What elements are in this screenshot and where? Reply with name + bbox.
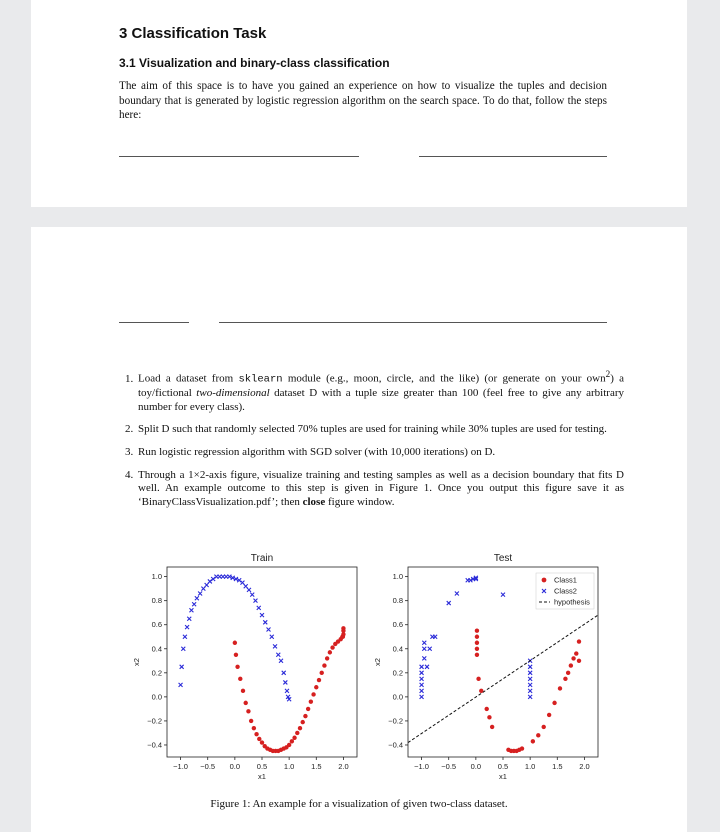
- class1-point: [490, 725, 494, 729]
- y-tick-label: 0.2: [151, 668, 162, 678]
- separator-line: [419, 156, 607, 157]
- class2-point: [183, 635, 187, 639]
- class1-point: [577, 639, 581, 643]
- class1-point: [241, 689, 245, 693]
- class2-point: [528, 683, 532, 687]
- class1-point: [552, 701, 556, 705]
- y-tick-label: −0.4: [388, 740, 403, 750]
- figure-1: [131, 547, 611, 797]
- class2-point: [267, 628, 271, 632]
- class1-point: [249, 719, 253, 723]
- legend-label: Class1: [554, 575, 577, 585]
- class2-point: [247, 588, 251, 592]
- class1-point: [254, 732, 258, 736]
- y-axis-label: x2: [373, 658, 382, 666]
- x-tick-label: 1.5: [311, 762, 322, 771]
- class2-point: [195, 596, 199, 600]
- steps-list: [119, 368, 624, 518]
- class2-point: [192, 602, 196, 606]
- class2-point: [205, 583, 209, 587]
- class2-point: [420, 671, 424, 675]
- class1-point: [244, 701, 248, 705]
- footnote-mark: 2: [605, 369, 611, 379]
- separator-line: [219, 322, 607, 323]
- class2-point: [260, 613, 264, 617]
- class1-point: [485, 707, 489, 711]
- class2-point: [420, 689, 424, 693]
- class2-point: [528, 665, 532, 669]
- class1-point: [520, 746, 524, 750]
- y-tick-label: 1.0: [151, 572, 162, 582]
- legend-label: hypothesis: [554, 597, 590, 607]
- x-tick-label: 2.0: [579, 762, 590, 771]
- class1-point: [542, 725, 546, 729]
- class1-point: [290, 739, 294, 743]
- class1-point: [487, 715, 491, 719]
- class1-point: [475, 641, 479, 645]
- y-tick-label: 0.0: [392, 692, 403, 702]
- class1-point: [475, 647, 479, 651]
- y-tick-label: 0.0: [151, 692, 162, 702]
- class2-point: [433, 635, 437, 639]
- class1-point: [295, 731, 299, 735]
- step-item: 1. Load a dataset from sklearn module (e.g., moon, circle, and the like) (or generate on your own$^2$) a toy/fictional two-dimensional dataset D with a tuple size greater than 100 (feel free to give any arbitrary number for every class).: [136, 368, 624, 414]
- class2-point: [528, 671, 532, 675]
- plot-title: Train: [250, 553, 274, 564]
- class1-point: [235, 665, 239, 669]
- class2-point: [425, 665, 429, 669]
- x-tick-label: −0.5: [200, 762, 216, 771]
- y-tick-label: 0.8: [151, 596, 162, 606]
- intro-paragraph: The aim of this space is to have you gained an experience on how to visualize the tuples and decision boundary that is generated by logistic regression algorithm on the search space. To do that, follow the steps here:: [119, 80, 607, 121]
- class1-point: [531, 739, 535, 743]
- class1-point: [260, 740, 264, 744]
- class2-point: [422, 656, 426, 660]
- class2-point: [240, 581, 244, 585]
- class2-point: [198, 591, 202, 595]
- class2-point: [420, 695, 424, 699]
- x-tick-label: 1.5: [552, 762, 563, 771]
- class2-point: [208, 579, 212, 583]
- class1-point: [325, 656, 329, 660]
- class2-point: [276, 653, 280, 657]
- x-tick-label: 0.5: [256, 762, 268, 771]
- class1-point: [341, 626, 345, 630]
- axes-frame: [167, 567, 357, 757]
- class2-point: [270, 635, 274, 639]
- document-page-1: [31, 0, 687, 207]
- class2-point: [447, 601, 451, 605]
- class2-point: [250, 593, 254, 597]
- inline-code: sklearn: [238, 373, 283, 386]
- class2-point: [253, 599, 257, 603]
- class1-point: [309, 699, 313, 703]
- class1-point: [328, 650, 332, 654]
- class2-point: [187, 617, 191, 621]
- class1-point: [257, 737, 261, 741]
- class1-point: [287, 743, 291, 747]
- class2-point: [179, 683, 183, 687]
- x-tick-label: 1.0: [283, 762, 295, 771]
- class1-point: [569, 663, 573, 667]
- step-item: 3. Run logistic regression algorithm with SGD solver (with 10,000 iterations) on D.: [136, 446, 624, 460]
- class2-point: [420, 665, 424, 669]
- plot-area: [179, 575, 346, 754]
- class2-point: [273, 644, 277, 648]
- y-tick-label: 0.4: [392, 644, 403, 654]
- class2-point: [455, 591, 459, 595]
- class1-point: [577, 659, 581, 663]
- class2-point: [283, 680, 287, 684]
- x-tick-label: 0.0: [229, 762, 241, 771]
- class2-point: [244, 584, 248, 588]
- class1-point: [252, 726, 256, 730]
- class1-point: [547, 713, 551, 717]
- class2-point: [422, 647, 426, 651]
- class1-point: [558, 686, 562, 690]
- class1-point: [536, 733, 540, 737]
- class1-point: [475, 629, 479, 633]
- class2-point: [420, 683, 424, 687]
- class1-point: [234, 653, 238, 657]
- y-tick-label: 1.0: [392, 572, 403, 582]
- x-axis-label: x1: [258, 772, 266, 781]
- class1-point: [317, 678, 321, 682]
- step-item: 4. Through a 1×2-axis figure, visualize training and testing samples as well as a decision boundary that fits D well. An example outcome to this step is given in Figure 1. Once you output this figure save it as ‘BinaryClassVisualization.pdf’; then close figure window.: [136, 469, 624, 510]
- x-tick-label: −1.0: [414, 762, 429, 771]
- section-title: 3 Classification Task: [119, 25, 267, 42]
- class2-point: [422, 641, 426, 645]
- class2-point: [181, 647, 185, 651]
- class1-point: [475, 653, 479, 657]
- class1-point: [238, 677, 242, 681]
- y-tick-label: 0.6: [392, 620, 403, 630]
- class1-point: [563, 677, 567, 681]
- legend-dot-icon: [542, 578, 547, 583]
- y-tick-label: −0.2: [388, 716, 403, 726]
- class2-point: [285, 689, 289, 693]
- class2-point: [201, 587, 205, 591]
- y-tick-label: −0.2: [147, 716, 162, 726]
- subsection-title: 3.1 Visualization and binary-class classification: [119, 56, 390, 70]
- step-item: 2. Split D such that randomly selected 70% tuples are used for training while 30% tuples are used for testing.: [136, 423, 624, 437]
- class2-point: [185, 625, 189, 629]
- figure-caption: Figure 1: An example for a visualization of given two-class dataset.: [210, 798, 508, 810]
- y-tick-label: 0.2: [392, 668, 403, 678]
- class1-point: [301, 720, 305, 724]
- class2-point: [528, 695, 532, 699]
- train-plot: [132, 553, 357, 781]
- class2-point: [211, 577, 215, 581]
- y-tick-label: 0.4: [151, 644, 162, 654]
- class2-point: [279, 659, 283, 663]
- class1-point: [330, 645, 334, 649]
- test-plot: [373, 553, 598, 781]
- legend-label: Class2: [554, 586, 577, 596]
- class1-point: [246, 709, 250, 713]
- class2-point: [180, 665, 184, 669]
- class2-point: [420, 677, 424, 681]
- y-tick-label: −0.4: [147, 740, 162, 750]
- x-tick-label: 0.0: [470, 762, 482, 771]
- class2-point: [257, 606, 261, 610]
- x-tick-label: −1.0: [173, 762, 188, 771]
- class2-point: [501, 593, 505, 597]
- class1-point: [571, 656, 575, 660]
- hypothesis-line: [408, 615, 598, 742]
- y-axis-label: x2: [132, 658, 141, 666]
- class1-point: [476, 677, 480, 681]
- class1-point: [314, 685, 318, 689]
- y-tick-label: 0.8: [392, 596, 403, 606]
- x-tick-label: 0.5: [497, 762, 509, 771]
- class1-point: [574, 651, 578, 655]
- x-axis-label: x1: [499, 772, 507, 781]
- legend: [536, 573, 594, 609]
- x-tick-label: 2.0: [338, 762, 349, 771]
- document-page-2: [31, 227, 687, 832]
- class1-point: [322, 663, 326, 667]
- class1-point: [292, 736, 296, 740]
- x-tick-label: 1.0: [524, 762, 536, 771]
- y-tick-label: 0.6: [151, 620, 162, 630]
- class1-point: [320, 671, 324, 675]
- class1-point: [311, 692, 315, 696]
- class2-point: [189, 608, 193, 612]
- separator-line: [119, 156, 359, 157]
- separator-line: [119, 322, 189, 323]
- class1-point: [306, 707, 310, 711]
- class1-point: [303, 714, 307, 718]
- class2-point: [428, 647, 432, 651]
- class1-point: [233, 641, 237, 645]
- class1-point: [475, 635, 479, 639]
- class1-point: [298, 726, 302, 730]
- plot-title: Test: [493, 553, 513, 564]
- x-tick-label: −0.5: [441, 762, 457, 771]
- class1-point: [341, 635, 345, 639]
- class2-point: [263, 620, 267, 624]
- class2-point: [528, 689, 532, 693]
- class1-point: [566, 671, 570, 675]
- class2-point: [282, 671, 286, 675]
- class2-point: [528, 677, 532, 681]
